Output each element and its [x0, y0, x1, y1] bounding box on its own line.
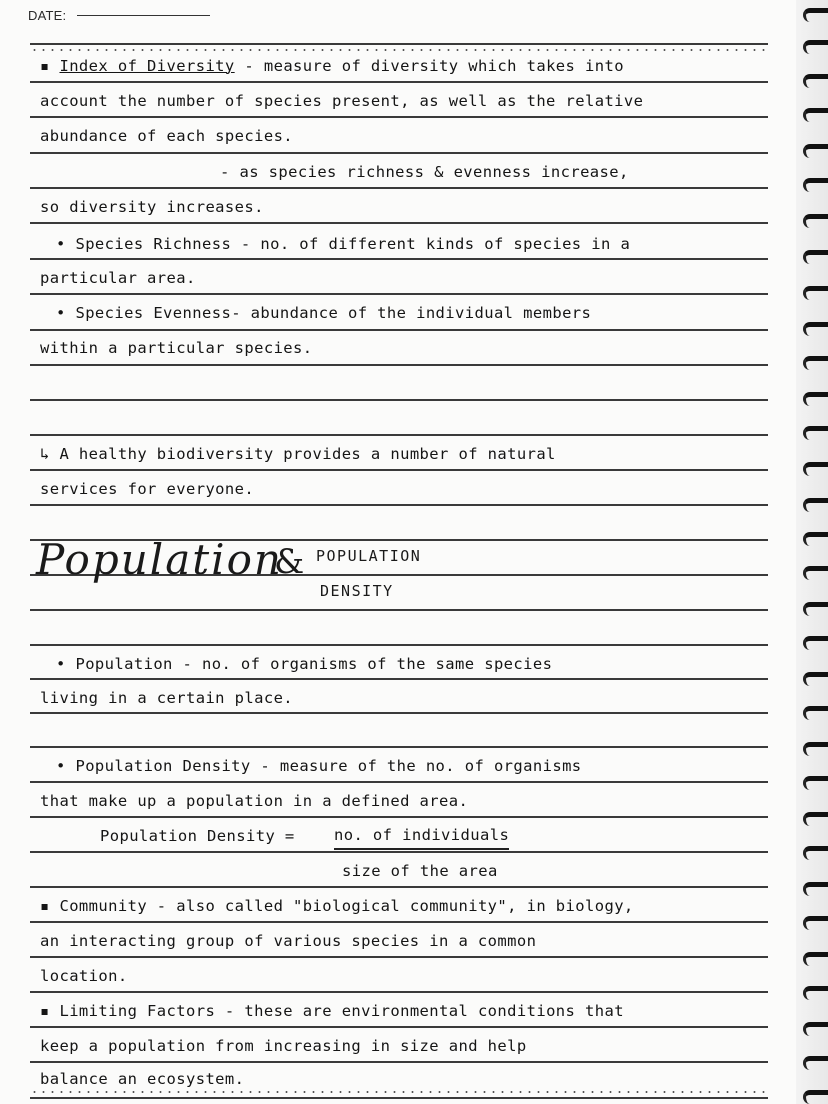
- spiral-coil-icon: [803, 1056, 828, 1070]
- formula-lhs: Population Density =: [100, 827, 295, 845]
- spiral-coil-icon: [803, 602, 828, 616]
- note-community-line1: ▪ Community - also called "biological community", in biology,: [40, 897, 634, 915]
- note-species-evenness-line1: • Species Evenness- abundance of the individual members: [56, 304, 592, 322]
- spiral-coil-icon: [803, 776, 828, 790]
- ruled-line: [30, 434, 768, 436]
- section-title-caps-line2: DENSITY: [320, 582, 394, 600]
- note-line: living in a certain place.: [40, 689, 294, 707]
- spiral-coil-icon: [803, 178, 828, 192]
- spiral-coil-icon: [803, 952, 828, 966]
- spiral-coil-icon: [803, 462, 828, 476]
- note-line: location.: [40, 967, 128, 985]
- dot-bullet-icon: •: [56, 655, 66, 673]
- ruled-line: [30, 43, 768, 45]
- spiral-coil-icon: [803, 706, 828, 720]
- ampersand-glyph: &: [274, 542, 305, 582]
- ruled-line: [30, 364, 768, 366]
- spiral-coil-icon: [803, 322, 828, 336]
- note-line: balance an ecosystem.: [40, 1070, 245, 1088]
- note-index-of-diversity-line1: ▪ Index of Diversity - measure of diversity which takes into: [40, 57, 624, 75]
- spiral-coil-icon: [803, 498, 828, 512]
- section-title-caps-line1: POPULATION: [316, 547, 422, 565]
- square-bullet-icon: ▪: [40, 897, 50, 915]
- note-species-richness-line1: • Species Richness - no. of different kinds of species in a: [56, 235, 631, 253]
- spiral-coil-icon: [803, 742, 828, 756]
- spiral-coil-icon: [803, 1090, 828, 1104]
- date-field-line: [77, 15, 210, 16]
- note-population-density-line1: • Population Density - measure of the no. of organisms: [56, 757, 582, 775]
- spiral-coil-icon: [803, 356, 828, 370]
- note-line: particular area.: [40, 269, 196, 287]
- spiral-coil-icon: [803, 392, 828, 406]
- note-line: abundance of each species.: [40, 127, 294, 145]
- section-title-population: Population: [36, 535, 283, 584]
- ruled-line: [30, 644, 768, 646]
- note-line: that make up a population in a defined area.: [40, 792, 469, 810]
- note-healthy-biodiversity-line1: ↳ A healthy biodiversity provides a number of natural: [40, 445, 556, 463]
- spiral-coil-icon: [803, 74, 828, 88]
- date-label: DATE:: [28, 8, 67, 23]
- spiral-coil-icon: [803, 846, 828, 860]
- spiral-coil-icon: [803, 532, 828, 546]
- ruled-line: [30, 746, 768, 748]
- spiral-coil-icon: [803, 566, 828, 580]
- spiral-coil-icon: [803, 214, 828, 228]
- term-index-of-diversity: Index of Diversity: [59, 57, 235, 75]
- term-species-richness: Species Richness: [75, 235, 232, 253]
- term-limiting-factors: Limiting Factors: [59, 1002, 216, 1020]
- spiral-coil-icon: [803, 8, 828, 22]
- spiral-binding: [796, 0, 828, 1104]
- spiral-coil-icon: [803, 40, 828, 54]
- spiral-coil-icon: [803, 636, 828, 650]
- ruled-line: [30, 1097, 768, 1099]
- spiral-coil-icon: [803, 672, 828, 686]
- note-line: account the number of species present, as well as the relative: [40, 92, 644, 110]
- spiral-coil-icon: [803, 250, 828, 264]
- note-line: keep a population from increasing in size and help: [40, 1037, 527, 1055]
- note-line: an interacting group of various species in a common: [40, 932, 537, 950]
- formula-numerator: no. of individuals: [334, 820, 509, 850]
- ruled-line: [30, 609, 768, 611]
- term-species-evenness: Species Evenness: [75, 304, 232, 322]
- ruled-line: [30, 152, 768, 154]
- spiral-coil-icon: [803, 108, 828, 122]
- formula-denominator: size of the area: [342, 862, 498, 880]
- spiral-coil-icon: [803, 882, 828, 896]
- spiral-coil-icon: [803, 426, 828, 440]
- note-population-line1: • Population - no. of organisms of the same species: [56, 655, 553, 673]
- dot-bullet-icon: •: [56, 304, 66, 322]
- spiral-coil-icon: [803, 916, 828, 930]
- term-community: Community: [59, 897, 148, 915]
- note-limiting-factors-line1: ▪ Limiting Factors - these are environmental conditions that: [40, 1002, 624, 1020]
- spiral-coil-icon: [803, 1022, 828, 1036]
- square-bullet-icon: ▪: [40, 57, 50, 75]
- ruled-line: [30, 329, 768, 331]
- dot-bullet-icon: •: [56, 757, 66, 775]
- arrow-icon: ↳: [40, 445, 50, 463]
- spiral-coil-icon: [803, 986, 828, 1000]
- note-line: so diversity increases.: [40, 198, 264, 216]
- spiral-coil-icon: [803, 286, 828, 300]
- spiral-coil-icon: [803, 144, 828, 158]
- term-population: Population: [75, 655, 173, 673]
- ruled-line: [30, 399, 768, 401]
- spiral-coil-icon: [803, 812, 828, 826]
- square-bullet-icon: ▪: [40, 1002, 50, 1020]
- note-line: - as species richness & evenness increase,: [220, 163, 629, 181]
- note-line: services for everyone.: [40, 480, 255, 498]
- ruled-line: [30, 991, 768, 993]
- note-line: within a particular species.: [40, 339, 313, 357]
- term-population-density: Population Density: [75, 757, 251, 775]
- dot-bullet-icon: •: [56, 235, 66, 253]
